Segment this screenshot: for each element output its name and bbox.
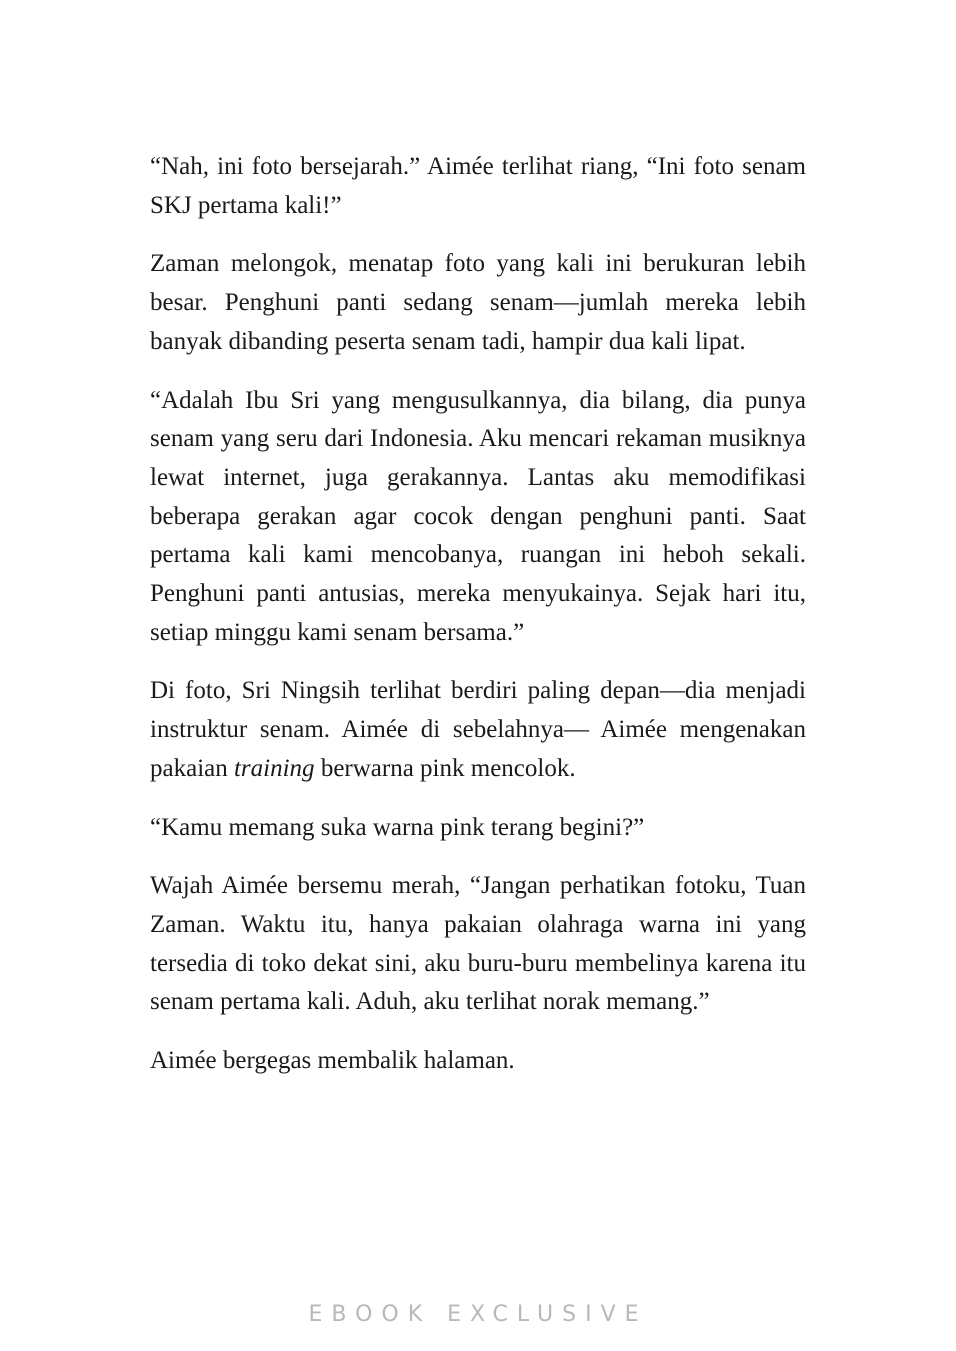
paragraph-5: “Kamu memang suka warna pink terang begini?” xyxy=(150,813,645,841)
paragraph-4 xyxy=(150,672,806,788)
paragraph-6: Wajah Aimée bersemu merah, “Jangan perhatikan fotoku, Tuan Zaman. Waktu itu, hanya pakaian olahraga warna ini yang tersedia di toko dekat sini, aku buru-buru membelinya karena itu senam pertama kali. Aduh, aku terlihat norak memang.” xyxy=(150,872,806,1016)
paragraph-3: “Adalah Ibu Sri yang mengusulkannya, dia bilang, dia punya senam yang seru dari Indonesia. Aku mencari rekaman musiknya lewat internet, juga gerakannya. Lantas aku memodifikasi beberapa gerakan agar cocok dengan penghuni panti. Saat pertama kali kami mencobanya, ruangan ini heboh sekali. Penghuni panti antusias, mereka menyukainya. Sejak hari itu, setiap minggu kami senam bersama.” xyxy=(150,386,806,646)
paragraph-1: “Nah, ini foto bersejarah.” Aimée terlihat riang, “Ini foto senam SKJ pertama kali!” xyxy=(150,153,806,219)
paragraph-4-italic: training xyxy=(233,754,315,782)
paragraph-4-after: berwarna pink mencolok. xyxy=(314,754,576,782)
paragraph-4-before: Di foto, Sri Ningsih terlihat berdiri paling depan—dia menjadi instruktur senam. Aimée di sebelahnya— Aimée mengenakan pakaian xyxy=(150,677,806,782)
paragraph-7: Aimée bergegas membalik halaman. xyxy=(150,1047,515,1075)
footer-watermark: EBOOK EXCLUSIVE xyxy=(308,1302,648,1327)
book-page xyxy=(150,148,806,1101)
paragraph-2: Zaman melongok, menatap foto yang kali ini berukuran lebih besar. Penghuni panti sedang senam—jumlah mereka lebih banyak dibanding peserta senam tadi, hampir dua kali lipat. xyxy=(150,250,806,355)
